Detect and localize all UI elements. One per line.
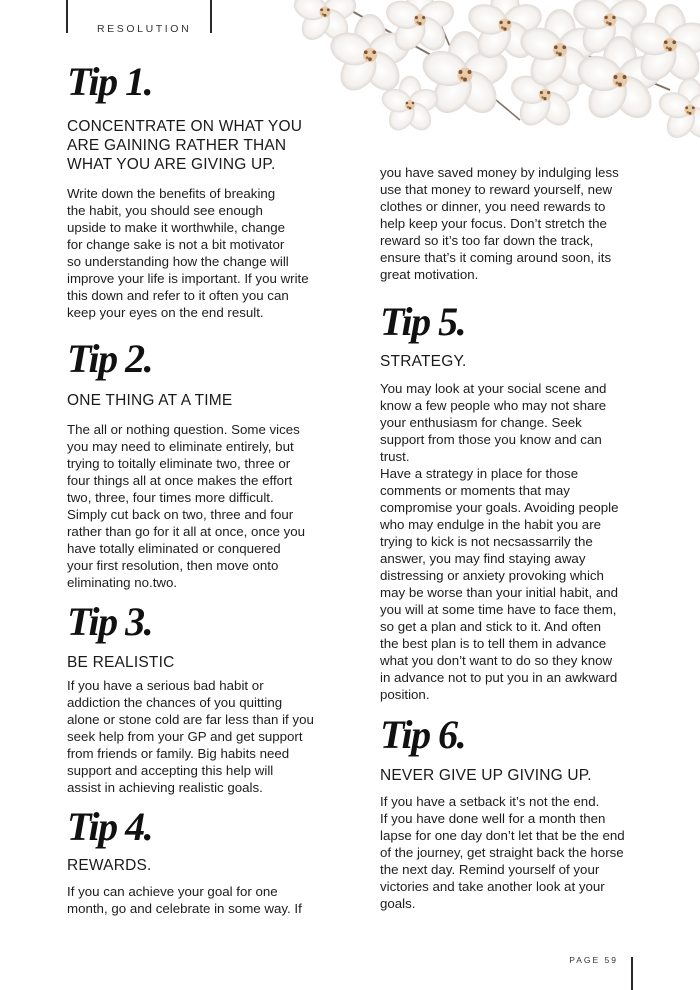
tip-3-body: If you have a serious bad habit or addiction the chances of you quitting alone or stone cold are far less than if you seek help from your GP and get support from friends or family. Big habits need support and accepting this help will assist in achieving realistic goals. <box>67 678 314 795</box>
tip-5-subhead: STRATEGY. <box>380 353 467 370</box>
tip-6-heading: Tip 6. <box>380 712 466 757</box>
tip-3-heading: Tip 3. <box>67 599 153 644</box>
header-rule-left <box>66 0 68 33</box>
tip-4-body: If you can achieve your goal for one month, go and celebrate in some way. If <box>67 884 302 916</box>
blossom-illustration <box>290 0 700 150</box>
tip-2-subhead: ONE THING AT A TIME <box>67 392 233 409</box>
tip-1-heading: Tip 1. <box>67 59 153 104</box>
tip-4-heading: Tip 4. <box>67 804 153 849</box>
footer-rule <box>631 957 633 990</box>
header-rule-right <box>210 0 212 33</box>
section-label: RESOLUTION <box>97 23 192 35</box>
page-number: PAGE 59 <box>569 955 618 965</box>
tip-2-heading: Tip 2. <box>67 336 153 381</box>
tip-4-subhead: REWARDS. <box>67 857 152 874</box>
tip-2-body: The all or nothing question. Some vices you may need to eliminate entirely, but trying to toitally eliminate two, three or four things all at once makes the effort two, three, four times more difficult. Simply cut back on two, three and four rather than go for it all at once, once you have totally eliminated or conquered your first resolution, then move onto eliminating no.two. <box>67 422 306 590</box>
tip-6-body: If you have a setback it’s not the end. If you have done well for a month then lapse for one day don’t let that be the end of the journey, get straight back the horse the next day. Remind yourself of your victories and take another look at your goals. <box>380 794 625 911</box>
tip-1-body: Write down the benefits of breaking the habit, you should see enough upside to make it worthwhile, change for change sake is not a bit motivator so understanding how the change will improve your life is important. If you write this down and refer to it often you can keep your eyes on the end result. <box>67 186 309 320</box>
tip-4-body-continued: you have saved money by indulging less use that money to reward yourself, new clothes or dinner, you need rewards to help keep your focus. Don’t stretch the reward so it’s too far down the track, ensure that’s it coming around soon, its great motivation. <box>380 165 619 282</box>
tip-5-body: You may look at your social scene and know a few people who may not share your enthusiasm for change. Seek support from those you know and can trust. Have a strategy in place for those comments or moments that may compromise your goals. Avoiding people who may endulge in the habit you are trying to kick is not necsassarrily the answer, you may find staying away distressing or anxiety provoking which may be worse than your initial habit, and you will at some time have to face them, so get a plan and stick to it. And often the best plan is to tell them in advance what you don’t want to do so they know in advance not to put you in an awkward position. <box>380 381 619 702</box>
tip-5-heading: Tip 5. <box>380 299 466 344</box>
tip-3-subhead: BE REALISTIC <box>67 654 175 671</box>
tip-6-subhead: NEVER GIVE UP GIVING UP. <box>380 767 592 784</box>
tip-1-subhead: CONCENTRATE ON WHAT YOU ARE GAINING RATHER THAN WHAT YOU ARE GIVING UP. <box>67 118 303 173</box>
